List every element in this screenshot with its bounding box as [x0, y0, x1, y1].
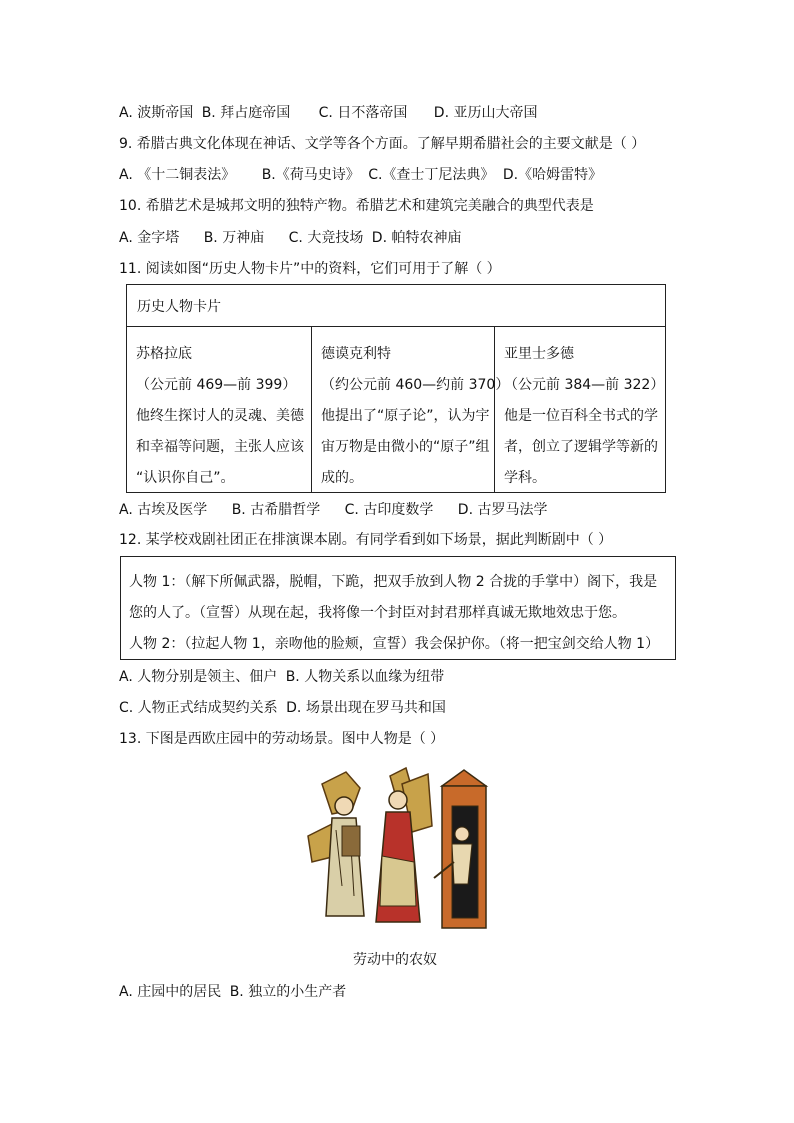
q10-stem: 10. 希腊艺术是城邦文明的独特产物。希腊艺术和建筑完美融合的典型代表是	[119, 198, 594, 214]
q8-option-b[interactable]: B. 拜占庭帝国	[201, 105, 291, 121]
q10-option-b[interactable]: B. 万神庙	[203, 230, 265, 246]
card-person-aristotle	[495, 327, 665, 492]
person-name: 德谟克利特	[321, 346, 391, 362]
q8-option-d[interactable]: D. 亚历山大帝国	[433, 105, 538, 121]
q13-stem: 13. 下图是西欧庄园中的劳动场景。图中人物是（ ）	[119, 731, 445, 747]
q11-stem: 11. 阅读如图“历史人物卡片”中的资料，它们可用于了解（ ）	[119, 261, 501, 277]
person-desc-line: 者，创立了逻辑学等新的	[504, 439, 658, 455]
person-desc-line: 和幸福等问题，主张人应该	[136, 439, 304, 455]
scene-line: 您的人了。（宣誓）从现在起，我将像一个封臣对封君那样真诚无欺地效忠于您。	[129, 605, 626, 621]
person-desc-line: 他提出了“原子论”，认为宇	[321, 408, 490, 424]
q8-options	[119, 103, 537, 123]
person-name: 苏格拉底	[136, 346, 192, 362]
granary-tower-icon	[434, 770, 486, 928]
card-person-socrates	[127, 327, 312, 492]
person-desc-line: “认识你自己”。	[136, 470, 235, 486]
person-desc-line: 他是一位百科全书式的学	[504, 408, 658, 424]
q9-option-d[interactable]: D.《哈姆雷特》	[502, 167, 603, 183]
q13-option-b[interactable]: B. 独立的小生产者	[229, 984, 347, 1000]
q12-stem: 12. 某学校戏剧社团正在排演课本剧。有同学看到如下场景，据此判断剧中（ ）	[119, 532, 613, 548]
scene-line: 人物 1：（解下所佩武器，脱帽，下跪，把双手放到人物 2 合拢的手掌中）阁下，我是	[129, 574, 658, 590]
q12-options-row1	[119, 667, 444, 687]
q13-option-a[interactable]: A. 庄园中的居民	[119, 984, 222, 1000]
history-person-card	[126, 284, 666, 493]
person-desc-line: 学科。	[504, 470, 546, 486]
person-name: 亚里士多德	[504, 346, 574, 362]
q11-option-a[interactable]: A. 古埃及医学	[119, 502, 208, 518]
person-dates: （公元前 469—前 399）	[136, 377, 297, 393]
serfs-labor-illustration	[302, 766, 492, 932]
figure-caption: 劳动中的农奴	[353, 952, 437, 968]
serf-figure-middle	[376, 768, 432, 922]
card-person-democritus	[312, 327, 510, 492]
q10-option-c[interactable]: C. 大竞技场	[288, 230, 364, 246]
q11-option-d[interactable]: D. 古罗马法学	[457, 502, 548, 518]
person-desc-line: 宙万物是由微小的“原子”组	[321, 439, 490, 455]
q12-option-a[interactable]: A. 人物分别是领主、佃户	[119, 669, 278, 685]
q10-options	[119, 228, 461, 248]
q12-option-d[interactable]: D. 场景出现在罗马共和国	[286, 700, 446, 716]
q9-options	[119, 165, 602, 185]
q12-options-row2	[119, 698, 446, 718]
card-title: 历史人物卡片	[127, 285, 665, 327]
q10-option-d[interactable]: D. 帕特农神庙	[371, 230, 462, 246]
person-desc-line: 成的。	[321, 470, 363, 486]
q9-option-c[interactable]: C.《查士丁尼法典》	[368, 167, 495, 183]
q12-option-c[interactable]: C. 人物正式结成契约关系	[119, 700, 278, 716]
q8-option-c[interactable]: C. 日不落帝国	[318, 105, 408, 121]
q11-option-b[interactable]: B. 古希腊哲学	[231, 502, 321, 518]
person-dates: （约公元前 460—约前 370）	[321, 377, 510, 393]
q8-option-a[interactable]: A. 波斯帝国	[119, 105, 194, 121]
q9-option-b[interactable]: B.《荷马史诗》	[261, 167, 360, 183]
q13-options	[119, 982, 346, 1002]
q9-stem: 9. 希腊古典文化体现在神话、文学等各个方面。了解早期希腊社会的主要文献是（ ）	[119, 136, 646, 152]
serf-figure-left	[326, 797, 364, 916]
person-dates: （公元前 384—前 322）	[504, 377, 665, 393]
q11-options	[119, 500, 547, 520]
q10-option-a[interactable]: A. 金字塔	[119, 230, 180, 246]
drama-scene-box	[120, 556, 676, 660]
scene-line: 人物 2：（拉起人物 1，亲吻他的脸颊，宣誓）我会保护你。（将一把宝剑交给人物 1）	[129, 636, 660, 652]
q12-option-b[interactable]: B. 人物关系以血缘为纽带	[285, 669, 445, 685]
q11-option-c[interactable]: C. 古印度数学	[344, 502, 434, 518]
person-desc-line: 他终生探讨人的灵魂、美德	[136, 408, 304, 424]
q9-option-a[interactable]: A. 《十二铜表法》	[119, 167, 236, 183]
